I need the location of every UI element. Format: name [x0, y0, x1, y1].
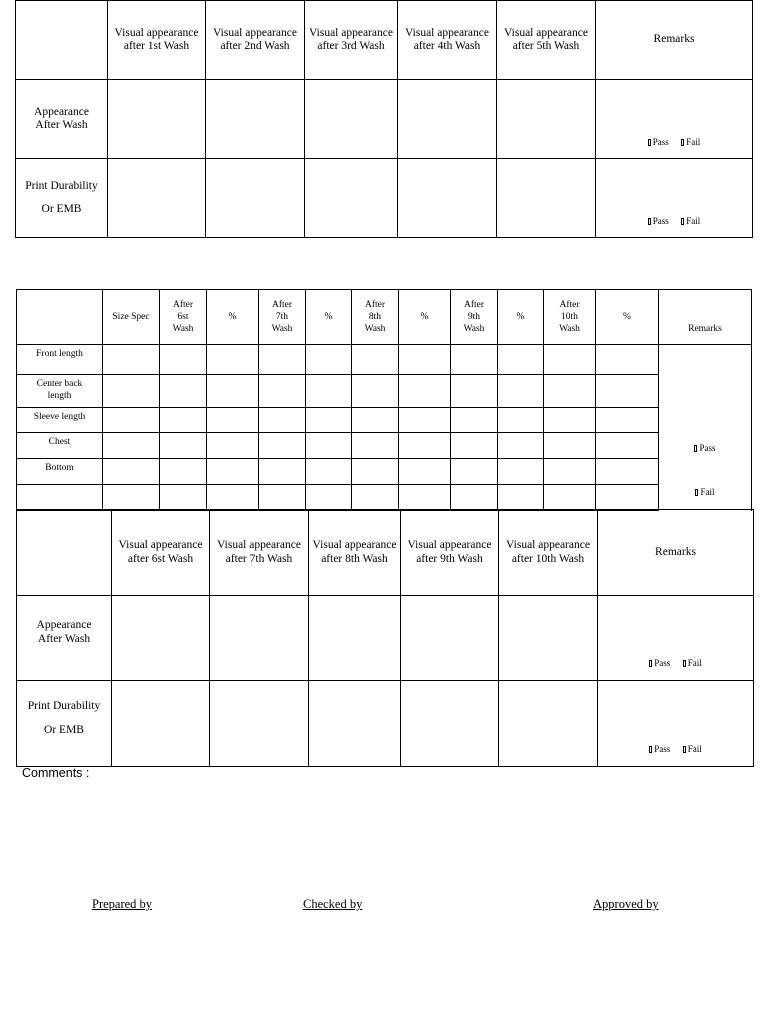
- entry-cell[interactable]: [306, 375, 352, 408]
- entry-cell[interactable]: [498, 345, 544, 375]
- entry-cell[interactable]: [399, 433, 451, 459]
- entry-cell[interactable]: [259, 459, 306, 485]
- header-after-9-wash: After 9th Wash: [451, 290, 498, 345]
- header-wash-1: Visual appearance after 1st Wash: [108, 1, 206, 80]
- comments-label: Comments :: [22, 766, 90, 780]
- entry-cell[interactable]: [352, 408, 399, 433]
- entry-cell[interactable]: [306, 408, 352, 433]
- entry-cell[interactable]: [210, 596, 309, 681]
- entry-cell[interactable]: [451, 459, 498, 485]
- fail-label: Fail: [686, 215, 701, 226]
- entry-cell[interactable]: [160, 485, 207, 511]
- entry-cell[interactable]: [544, 485, 596, 511]
- row-label-blank: [17, 485, 103, 511]
- remarks-cell: [596, 80, 753, 159]
- header-percent: %: [399, 290, 451, 345]
- entry-cell[interactable]: [108, 159, 206, 238]
- pass-label: Pass: [699, 443, 716, 453]
- entry-cell[interactable]: [206, 80, 305, 159]
- header-remarks: Remarks: [596, 1, 753, 80]
- header-percent: %: [306, 290, 352, 345]
- entry-cell[interactable]: [207, 459, 259, 485]
- entry-cell[interactable]: [207, 485, 259, 511]
- entry-cell[interactable]: [498, 375, 544, 408]
- entry-cell[interactable]: [160, 408, 207, 433]
- measurement-table: [16, 289, 752, 511]
- header-wash-7: Visual appearance after 7th Wash: [210, 510, 309, 596]
- header-wash-10: Visual appearance after 10th Wash: [499, 510, 598, 596]
- entry-cell[interactable]: [596, 408, 659, 433]
- entry-cell[interactable]: [103, 485, 160, 511]
- entry-cell[interactable]: [259, 375, 306, 408]
- entry-cell[interactable]: [160, 433, 207, 459]
- entry-cell[interactable]: [596, 375, 659, 408]
- entry-cell[interactable]: [544, 345, 596, 375]
- entry-cell[interactable]: [451, 345, 498, 375]
- entry-cell[interactable]: [398, 159, 497, 238]
- checked-by-label: Checked by: [303, 897, 363, 911]
- fail-checkbox[interactable]: [683, 746, 686, 753]
- header-after-10-wash: After 10th Wash: [544, 290, 596, 345]
- entry-cell[interactable]: [259, 408, 306, 433]
- entry-cell[interactable]: [498, 485, 544, 511]
- entry-cell[interactable]: [305, 159, 398, 238]
- row-label-chest: Chest: [17, 433, 103, 459]
- header-after-6-wash: After 6st Wash: [160, 290, 207, 345]
- row-label-appearance: Appearance After Wash: [17, 596, 112, 681]
- remarks-cell: [598, 596, 754, 681]
- entry-cell[interactable]: [399, 485, 451, 511]
- entry-cell[interactable]: [160, 459, 207, 485]
- header-after-7-wash: After 7th Wash: [259, 290, 306, 345]
- header-wash-9: Visual appearance after 9th Wash: [401, 510, 499, 596]
- row-label-appearance: Appearance After Wash: [16, 80, 108, 159]
- entry-cell[interactable]: [210, 681, 309, 767]
- entry-cell[interactable]: [352, 459, 399, 485]
- header-wash-6: Visual appearance after 6st Wash: [112, 510, 210, 596]
- entry-cell[interactable]: [352, 375, 399, 408]
- fail-checkbox[interactable]: [681, 139, 684, 146]
- prepared-by-label: Prepared by: [92, 897, 153, 911]
- entry-cell[interactable]: [306, 459, 352, 485]
- entry-cell[interactable]: [451, 375, 498, 408]
- header-percent: %: [596, 290, 659, 345]
- fail-checkbox[interactable]: [683, 660, 686, 667]
- fail-label: Fail: [700, 487, 715, 497]
- entry-cell[interactable]: [544, 433, 596, 459]
- header-wash-4: Visual appearance after 4th Wash: [398, 1, 497, 80]
- row-label-front-length: Front length: [17, 345, 103, 375]
- row-label-center-back-length: Center back length: [17, 375, 103, 408]
- pass-checkbox[interactable]: [694, 445, 697, 452]
- entry-cell[interactable]: [596, 433, 659, 459]
- header-remarks: Remarks: [598, 510, 754, 596]
- entry-cell[interactable]: [207, 345, 259, 375]
- remarks-cell: [659, 345, 752, 511]
- corner-cell: [16, 1, 108, 80]
- remarks-cell: [598, 681, 754, 767]
- entry-cell[interactable]: [544, 408, 596, 433]
- header-remarks: Remarks: [659, 290, 752, 345]
- entry-cell[interactable]: [499, 681, 598, 767]
- fail-label: Fail: [687, 657, 702, 668]
- entry-cell[interactable]: [596, 345, 659, 375]
- entry-cell[interactable]: [497, 80, 596, 159]
- header-wash-2: Visual appearance after 2nd Wash: [206, 1, 305, 80]
- entry-cell[interactable]: [497, 159, 596, 238]
- entry-cell[interactable]: [544, 375, 596, 408]
- entry-cell[interactable]: [103, 433, 160, 459]
- entry-cell[interactable]: [399, 375, 451, 408]
- entry-cell[interactable]: [398, 80, 497, 159]
- entry-cell[interactable]: [259, 345, 306, 375]
- pass-label: Pass: [654, 743, 671, 754]
- corner-cell: [17, 510, 112, 596]
- header-percent: %: [207, 290, 259, 345]
- entry-cell[interactable]: [112, 681, 210, 767]
- pass-checkbox[interactable]: [649, 660, 652, 667]
- row-label-sleeve-length: Sleeve length: [17, 408, 103, 433]
- entry-cell[interactable]: [112, 596, 210, 681]
- header-wash-5: Visual appearance after 5th Wash: [497, 1, 596, 80]
- wash-visual-table-1: [15, 0, 753, 238]
- entry-cell[interactable]: [352, 345, 399, 375]
- entry-cell[interactable]: [451, 485, 498, 511]
- wash-visual-table-2: [16, 509, 754, 767]
- row-label-print-durability: Print Durability Or EMB: [16, 159, 108, 238]
- entry-cell[interactable]: [596, 459, 659, 485]
- entry-cell[interactable]: [207, 375, 259, 408]
- entry-cell[interactable]: [399, 459, 451, 485]
- header-wash-8: Visual appearance after 8th Wash: [309, 510, 401, 596]
- entry-cell[interactable]: [207, 433, 259, 459]
- entry-cell[interactable]: [259, 433, 306, 459]
- entry-cell[interactable]: [499, 596, 598, 681]
- entry-cell[interactable]: [401, 681, 499, 767]
- row-label-bottom: Bottom: [17, 459, 103, 485]
- header-wash-3: Visual appearance after 3rd Wash: [305, 1, 398, 80]
- fail-label: Fail: [687, 743, 702, 754]
- entry-cell[interactable]: [352, 433, 399, 459]
- fail-checkbox[interactable]: [681, 218, 684, 225]
- header-after-8-wash: After 8th Wash: [352, 290, 399, 345]
- entry-cell[interactable]: [160, 375, 207, 408]
- entry-cell[interactable]: [103, 345, 160, 375]
- entry-cell[interactable]: [596, 485, 659, 511]
- entry-cell[interactable]: [103, 459, 160, 485]
- entry-cell[interactable]: [309, 681, 401, 767]
- entry-cell[interactable]: [160, 345, 207, 375]
- entry-cell[interactable]: [451, 408, 498, 433]
- approved-by-label: Approved by: [593, 897, 659, 911]
- row-label-print-durability: Print Durability Or EMB: [17, 681, 112, 767]
- entry-cell[interactable]: [259, 485, 306, 511]
- entry-cell[interactable]: [309, 596, 401, 681]
- entry-cell[interactable]: [103, 375, 160, 408]
- header-size-spec: Size Spec: [103, 290, 160, 345]
- entry-cell[interactable]: [306, 345, 352, 375]
- entry-cell[interactable]: [103, 408, 160, 433]
- entry-cell[interactable]: [498, 408, 544, 433]
- entry-cell[interactable]: [451, 433, 498, 459]
- entry-cell[interactable]: [108, 80, 206, 159]
- entry-cell[interactable]: [401, 596, 499, 681]
- fail-checkbox[interactable]: [695, 489, 698, 496]
- pass-label: Pass: [654, 657, 671, 668]
- entry-cell[interactable]: [498, 459, 544, 485]
- entry-cell[interactable]: [544, 459, 596, 485]
- entry-cell[interactable]: [399, 408, 451, 433]
- pass-checkbox[interactable]: [648, 218, 651, 225]
- pass-checkbox[interactable]: [648, 139, 651, 146]
- pass-label: Pass: [652, 215, 669, 226]
- remarks-cell: [596, 159, 753, 238]
- entry-cell[interactable]: [207, 408, 259, 433]
- pass-label: Pass: [652, 136, 669, 147]
- corner-cell: [17, 290, 103, 345]
- entry-cell[interactable]: [206, 159, 305, 238]
- entry-cell[interactable]: [305, 80, 398, 159]
- entry-cell[interactable]: [306, 433, 352, 459]
- entry-cell[interactable]: [399, 345, 451, 375]
- entry-cell[interactable]: [352, 485, 399, 511]
- header-percent: %: [498, 290, 544, 345]
- entry-cell[interactable]: [498, 433, 544, 459]
- fail-label: Fail: [686, 136, 701, 147]
- entry-cell[interactable]: [306, 485, 352, 511]
- pass-checkbox[interactable]: [649, 746, 652, 753]
